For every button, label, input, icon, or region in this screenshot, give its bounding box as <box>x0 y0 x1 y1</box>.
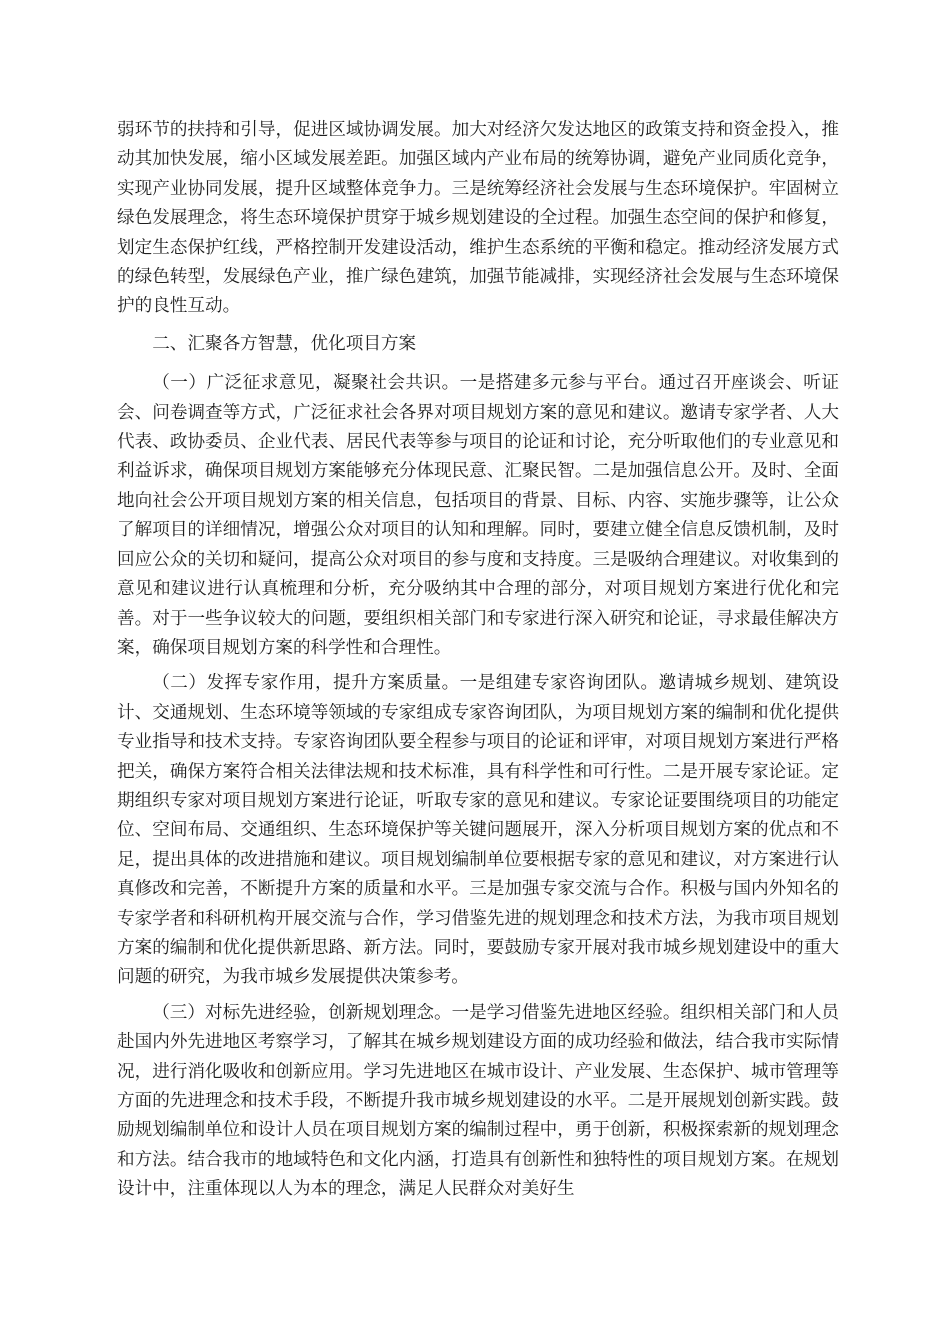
section-heading: 二、汇聚各方智慧，优化项目方案 <box>152 333 417 354</box>
paragraph-item-3: （三）对标先进经验，创新规划理念。一是学习借鉴先进地区经验。组织相关部门和人员赴国内外先进地区考察学习，了解其在城乡规划建设方面的成功经验和做法，结合我市实际情况，进行消化吸收和创新应用。学习先进地区在城市设计、产业发展、生态保护、城市管理等方面的先进理念和技术手段，不断提升我市城乡规划建设的水平。二是开展规划创新实践。鼓励规划编制单位和设计人员在项目规划方案的编制过程中，勇于创新，积极探索新的规划理念和方法。结合我市的地域特色和文化内涵，打造具有创新性和独特性的项目规划方案。在规划设计中，注重体现以人为本的理念，满足人民群众对美好生 <box>117 1002 839 1200</box>
paragraph-continuation: 弱环节的扶持和引导，促进区域协调发展。加大对经济欠发达地区的政策支持和资金投入，推动其加快发展，缩小区域发展差距。加强区域内产业布局的统筹协调，避免产业同质化竞争，实现产业协同发展，提升区域整体竞争力。三是统筹经济社会发展与生态环境保护。牢固树立绿色发展理念，将生态环境保护贯穿于城乡规划建设的全过程。加强生态空间的保护和修复，划定生态保护红线，严格控制开发建设活动，维护生态系统的平衡和稳定。推动经济发展方式的绿色转型，发展绿色产业，推广绿色建筑，加强节能减排，实现经济社会发展与生态环境保护的良性互动。 <box>117 120 839 317</box>
paragraph-item-1: （一）广泛征求意见，凝聚社会共识。一是搭建多元参与平台。通过召开座谈会、听证会、问卷调查等方式，广泛征求社会各界对项目规划方案的意见和建议。邀请专家学者、人大代表、政协委员、企业代表、居民代表等参与项目的论证和讨论，充分听取他们的专业意见和利益诉求，确保项目规划方案能够充分体现民意、汇聚民智。二是加强信息公开。及时、全面地向社会公开项目规划方案的相关信息，包括项目的背景、目标、内容、实施步骤等，让公众了解项目的详细情况，增强公众对项目的认知和理解。同时，要建立健全信息反馈机制，及时回应公众的关切和疑问，提高公众对项目的参与度和支持度。三是吸纳合理建议。对收集到的意见和建议进行认真梳理和分析，充分吸纳其中合理的部分，对项目规划方案进行优化和完善。对于一些争议较大的问题，要组织相关部门和专家进行深入研究和论证，寻求最佳解决方案，确保项目规划方案的科学性和合理性。 <box>117 373 839 658</box>
paragraph-item-2: （二）发挥专家作用，提升方案质量。一是组建专家咨询团队。邀请城乡规划、建筑设计、交通规划、生态环境等领域的专家组成专家咨询团队，为项目规划方案的编制和优化提供专业指导和技术支持。专家咨询团队要全程参与项目的论证和评审，对项目规划方案进行严格把关，确保方案符合相关法律法规和技术标准，具有科学性和可行性。二是开展专家论证。定期组织专家对项目规划方案进行论证，听取专家的意见和建议。专家论证要围绕项目的功能定位、空间布局、交通组织、生态环境保护等关键问题展开，深入分析项目规划方案的优点和不足，提出具体的改进措施和建议。项目规划编制单位要根据专家的意见和建议，对方案进行认真修改和完善，不断提升方案的质量和水平。三是加强专家交流与合作。积极与国内外知名的专家学者和科研机构开展交流与合作，学习借鉴先进的规划理念和技术方法，为我市项目规划方案的编制和优化提供新思路、新方法。同时，要鼓励专家开展对我市城乡规划建设中的重大问题的研究，为我市城乡发展提供决策参考。 <box>117 673 839 988</box>
document-body <box>117 116 839 1211</box>
